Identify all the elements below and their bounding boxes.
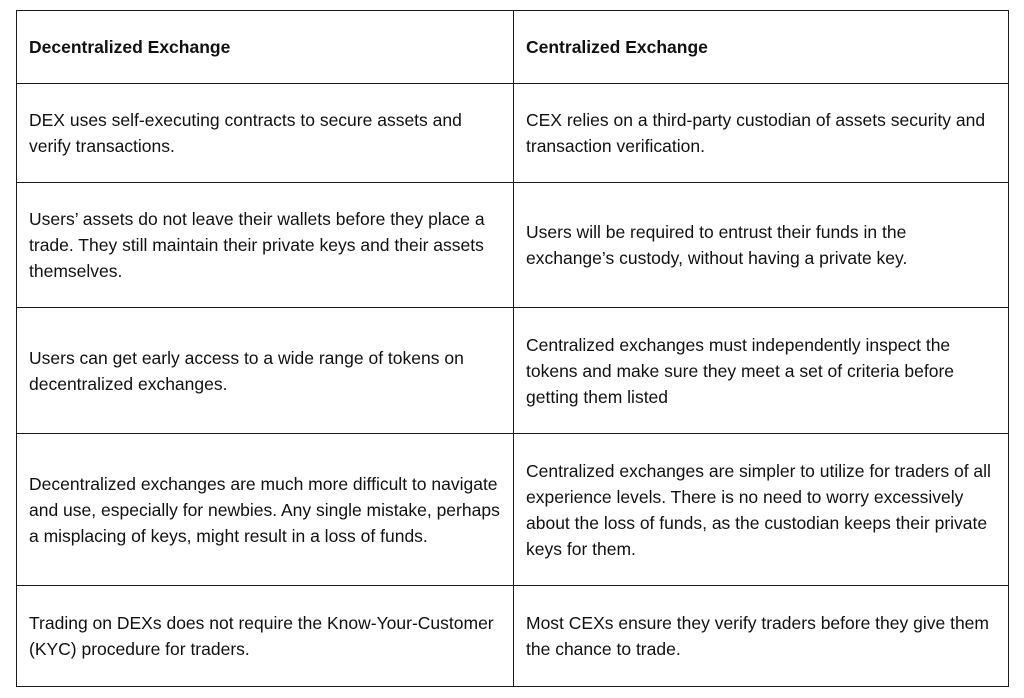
- table-header: [17, 11, 1009, 84]
- header-row: [17, 11, 1009, 84]
- table-row: [17, 308, 1009, 434]
- table-body: [17, 84, 1009, 687]
- dex-cell: Trading on DEXs does not require the Know-Your-Customer (KYC) procedure for traders.: [17, 586, 514, 687]
- table-row: [17, 183, 1009, 308]
- header-decentralized-exchange: Decentralized Exchange: [17, 11, 514, 84]
- comparison-table: [16, 10, 1009, 687]
- dex-cell: Users can get early access to a wide range of tokens on decentralized exchanges.: [17, 308, 514, 434]
- table-row: [17, 434, 1009, 586]
- table-row: [17, 586, 1009, 687]
- cex-cell: Centralized exchanges must independently inspect the tokens and make sure they meet a set of criteria before getting them listed: [514, 308, 1009, 434]
- cex-cell: Most CEXs ensure they verify traders before they give them the chance to trade.: [514, 586, 1009, 687]
- dex-cell: Decentralized exchanges are much more difficult to navigate and use, especially for newbies. Any single mistake, perhaps a misplacing of keys, might result in a loss of funds.: [17, 434, 514, 586]
- cex-cell: CEX relies on a third-party custodian of assets security and transaction verification.: [514, 84, 1009, 183]
- header-centralized-exchange: Centralized Exchange: [514, 11, 1009, 84]
- cex-cell: Users will be required to entrust their funds in the exchange’s custody, without having a private key.: [514, 183, 1009, 308]
- dex-cell: DEX uses self-executing contracts to secure assets and verify transactions.: [17, 84, 514, 183]
- cex-cell: Centralized exchanges are simpler to utilize for traders of all experience levels. There is no need to worry excessively about the loss of funds, as the custodian keeps their private keys for them.: [514, 434, 1009, 586]
- table-row: [17, 84, 1009, 183]
- dex-cell: Users’ assets do not leave their wallets before they place a trade. They still maintain their private keys and their assets themselves.: [17, 183, 514, 308]
